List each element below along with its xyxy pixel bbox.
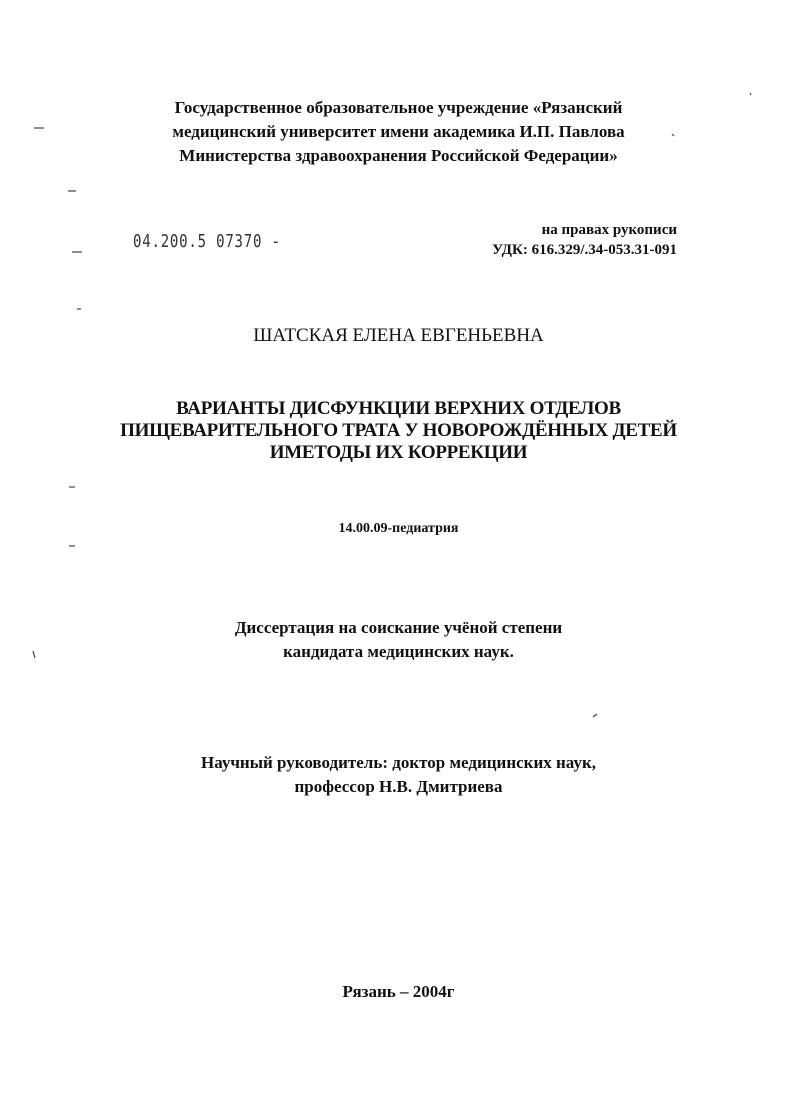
scan-speck — [750, 93, 751, 95]
supervisor-line: профессор Н.В. Дмитриева — [294, 777, 503, 796]
institution-header — [0, 96, 797, 168]
specialty-code: 14.00.09-педиатрия — [338, 521, 459, 536]
city-year: Рязань – 2004г — [342, 982, 455, 1001]
title-line: ВАРИАНТЫ ДИСФУНКЦИИ ВЕРХНИХ ОТДЕЛОВ — [176, 398, 621, 419]
manuscript-info — [492, 220, 677, 260]
archive-stamp-number: 04.200.5 07370 - — [133, 231, 281, 252]
title-line: ПИЩЕВАРИТЕЛЬНОГО ТРАТА У НОВОРОЖДЁННЫХ ДЕТЕЙ — [120, 420, 677, 441]
dissertation-title — [0, 398, 797, 464]
udc-code: УДК: 616.329/.34-053.31-091 — [492, 242, 677, 258]
institution-line: Министерства здравоохранения Российской Федерации» — [179, 146, 618, 165]
rights-note: на правах рукописи — [541, 222, 677, 238]
degree-statement — [0, 616, 797, 664]
degree-line: Диссертация на соискание учёной степени — [234, 618, 563, 637]
title-line: ИМЕТОДЫ ИХ КОРРЕКЦИИ — [269, 442, 528, 463]
supervisor-line: Научный руководитель: доктор медицинских наук, — [200, 753, 596, 772]
institution-line: медицинский университет имени академика И.П. Павлова — [172, 122, 625, 141]
author-name: ШАТСКАЯ ЕЛЕНА ЕВГЕНЬЕВНА — [253, 325, 544, 346]
scientific-supervisor — [0, 751, 797, 799]
institution-line: Государственное образовательное учреждение «Рязанский — [174, 98, 623, 117]
scan-speck — [593, 714, 597, 717]
degree-line: кандидата медицинских наук. — [283, 642, 514, 661]
